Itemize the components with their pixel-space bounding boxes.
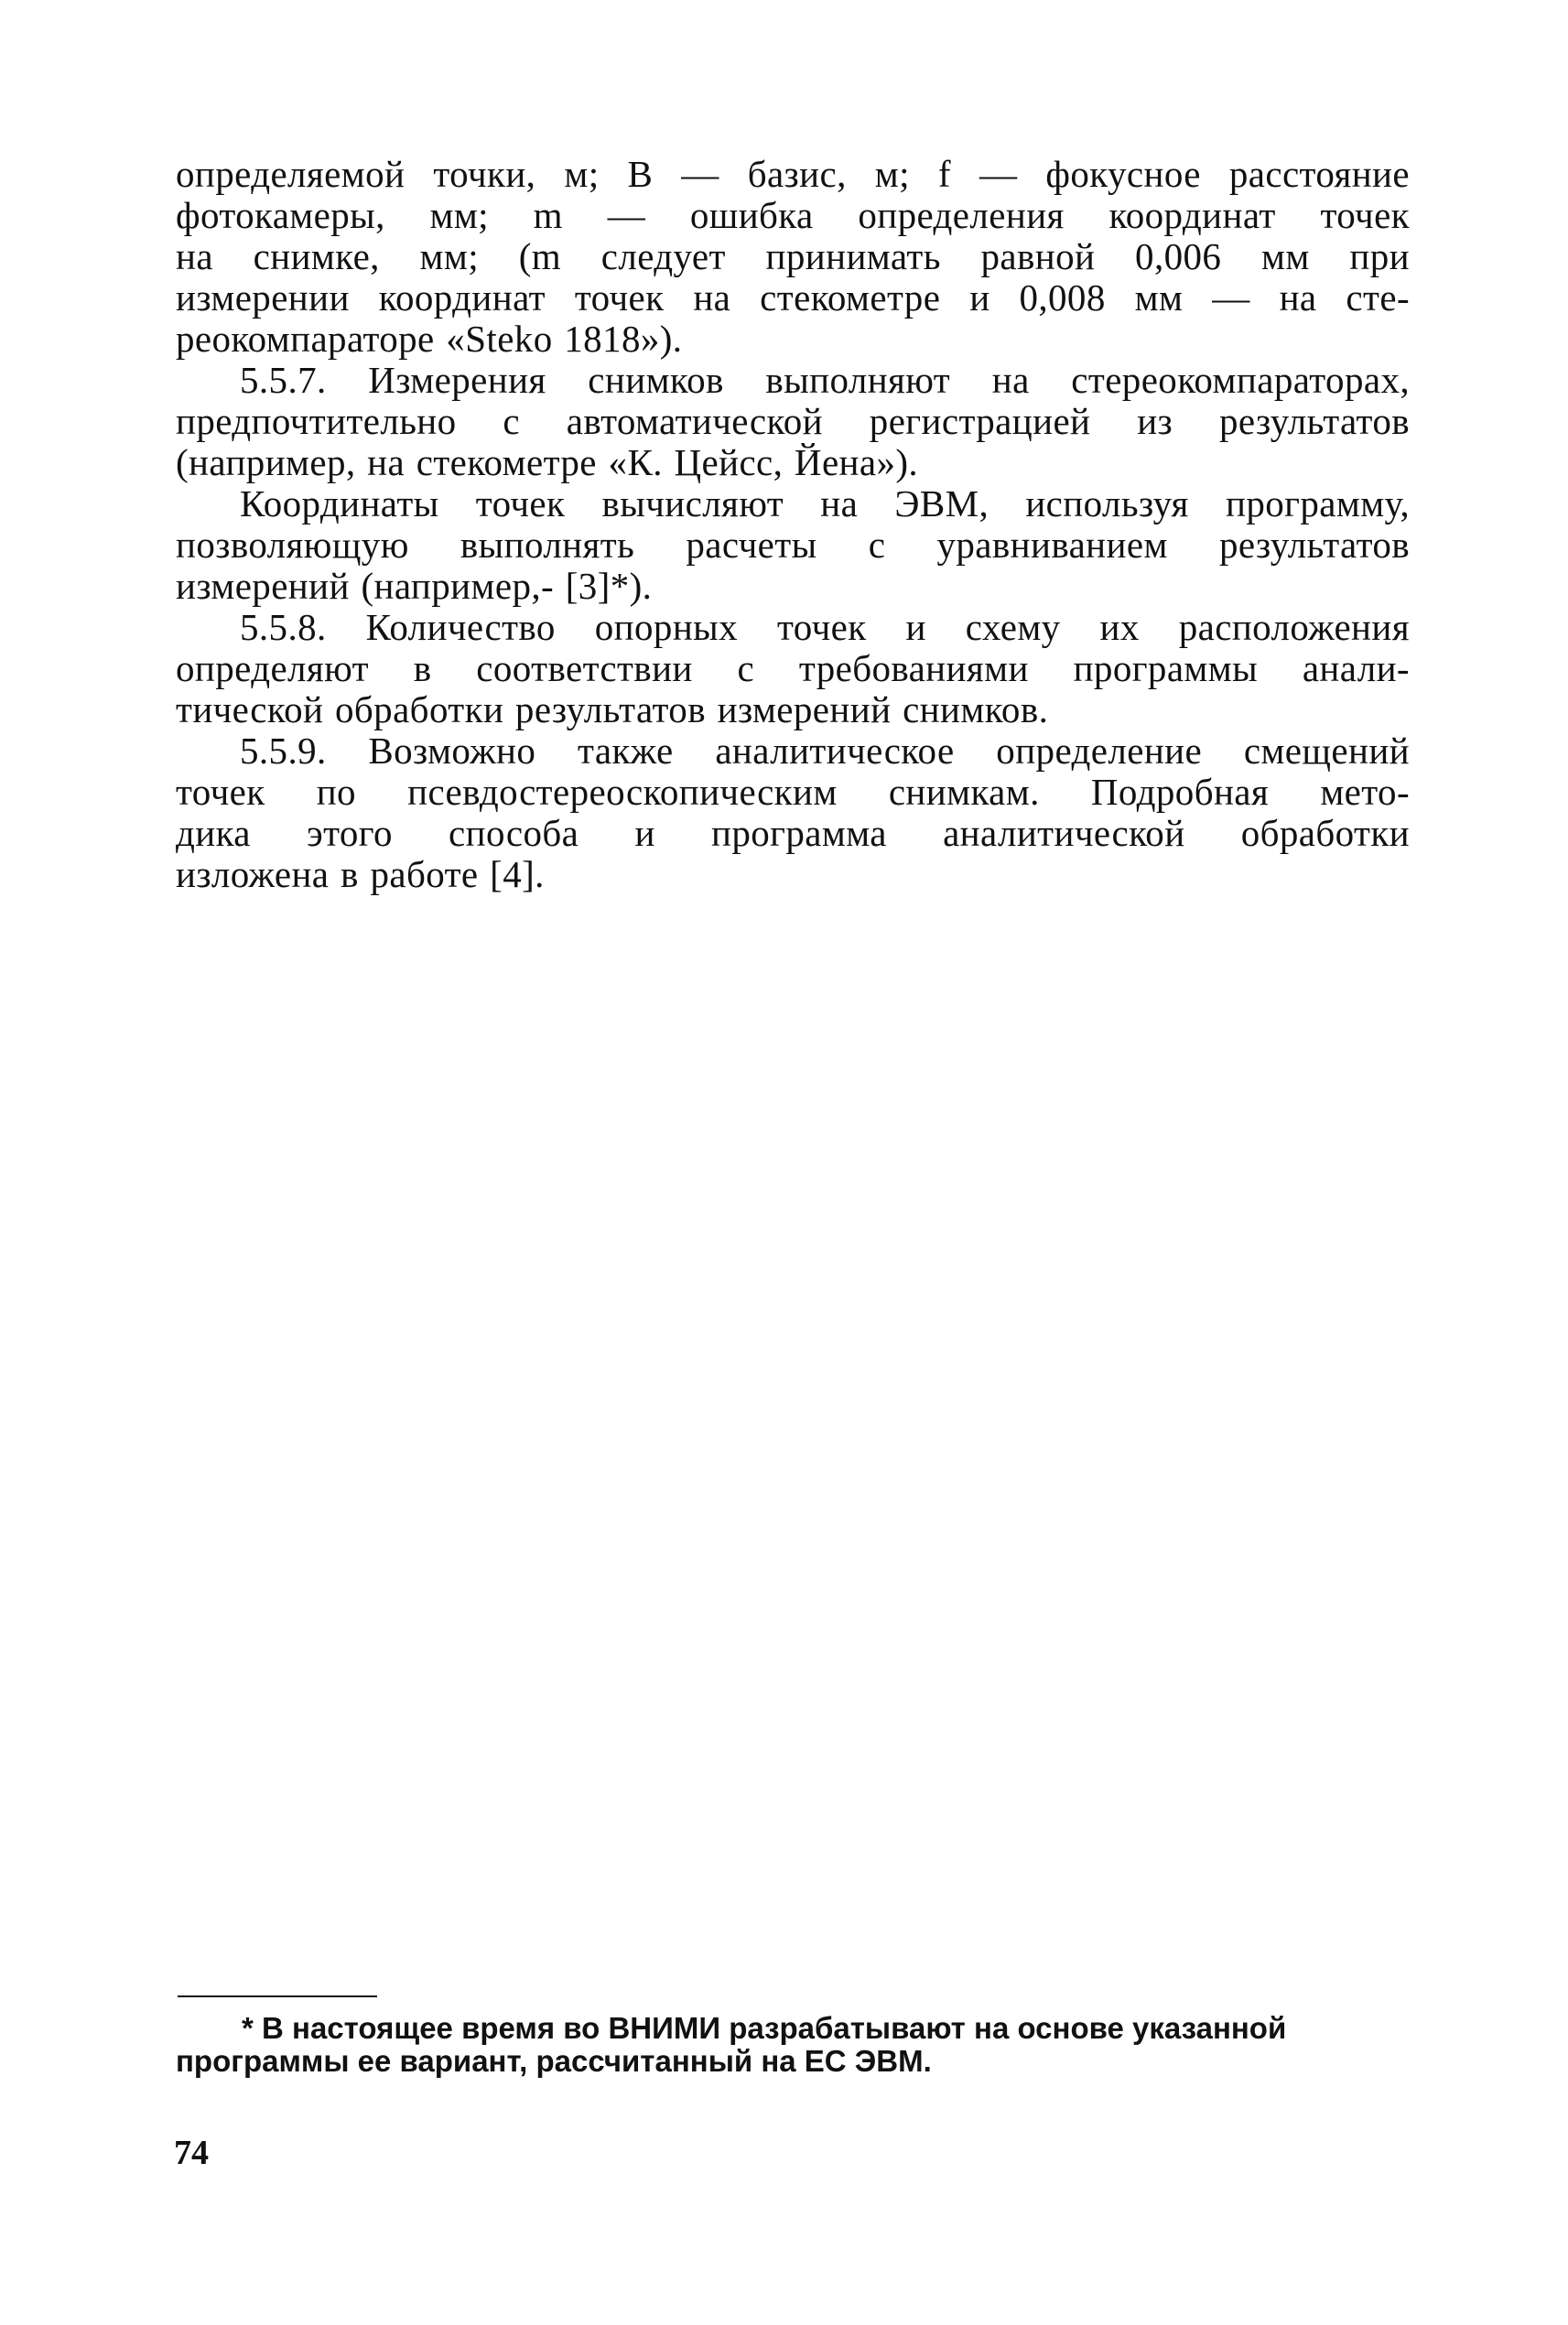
footnote-divider — [178, 1995, 377, 1997]
footnote-line: * В настоящее время во ВНИМИ разрабатывают на основе указанной — [242, 2011, 1287, 2045]
text-line: измерений (например,- [3]*). — [176, 565, 653, 607]
footnote-line: программы ее вариант, рассчитанный на ЕС ЭВМ. — [176, 2044, 932, 2078]
text-line: изложена в работе [4]. — [176, 853, 545, 895]
body-text — [176, 154, 1410, 895]
text-line: предпочтительно с автоматической регистрацией из результатов — [176, 400, 1410, 442]
paragraph-5-5-7-start: 5.5.7. Измерения снимков выполняют на стереокомпараторах, — [240, 359, 1410, 401]
text-line: (например, на стекометре «К. Цейсс, Йена»). — [176, 441, 919, 483]
text-line: определяемой точки, м; B — базис, м; f — фокусное расстояние — [176, 153, 1410, 195]
paragraph-5-5-8-start: 5.5.8. Количество опорных точек и схему их расположения — [240, 606, 1410, 648]
text-line: точек по псевдостереоскопическим снимкам. Подробная мето- — [176, 771, 1410, 813]
paragraph-coordinates-start: Координаты точек вычисляют на ЭВМ, используя программу, — [240, 482, 1410, 524]
paragraph-5-5-9-start: 5.5.9. Возможно также аналитическое определение смещений — [240, 730, 1410, 772]
text-line: дика этого способа и программа аналитической обработки — [176, 812, 1410, 854]
text-line: определяют в соответствии с требованиями программы анали- — [176, 647, 1410, 689]
text-line: тической обработки результатов измерений снимков. — [176, 688, 1049, 730]
text-line: позволяющую выполнять расчеты с уравниванием результатов — [176, 524, 1410, 566]
text-line: реокомпараторе «Steko 1818»). — [176, 318, 683, 360]
text-line: на снимке, мм; (m следует принимать равной 0,006 мм при — [176, 235, 1410, 277]
footnote — [176, 2012, 1410, 2078]
text-line: измерении координат точек на стекометре и 0,008 мм — на сте- — [176, 276, 1410, 319]
text-line: фотокамеры, мм; m — ошибка определения координат точек — [176, 194, 1410, 236]
page-number: 74 — [174, 2134, 209, 2172]
